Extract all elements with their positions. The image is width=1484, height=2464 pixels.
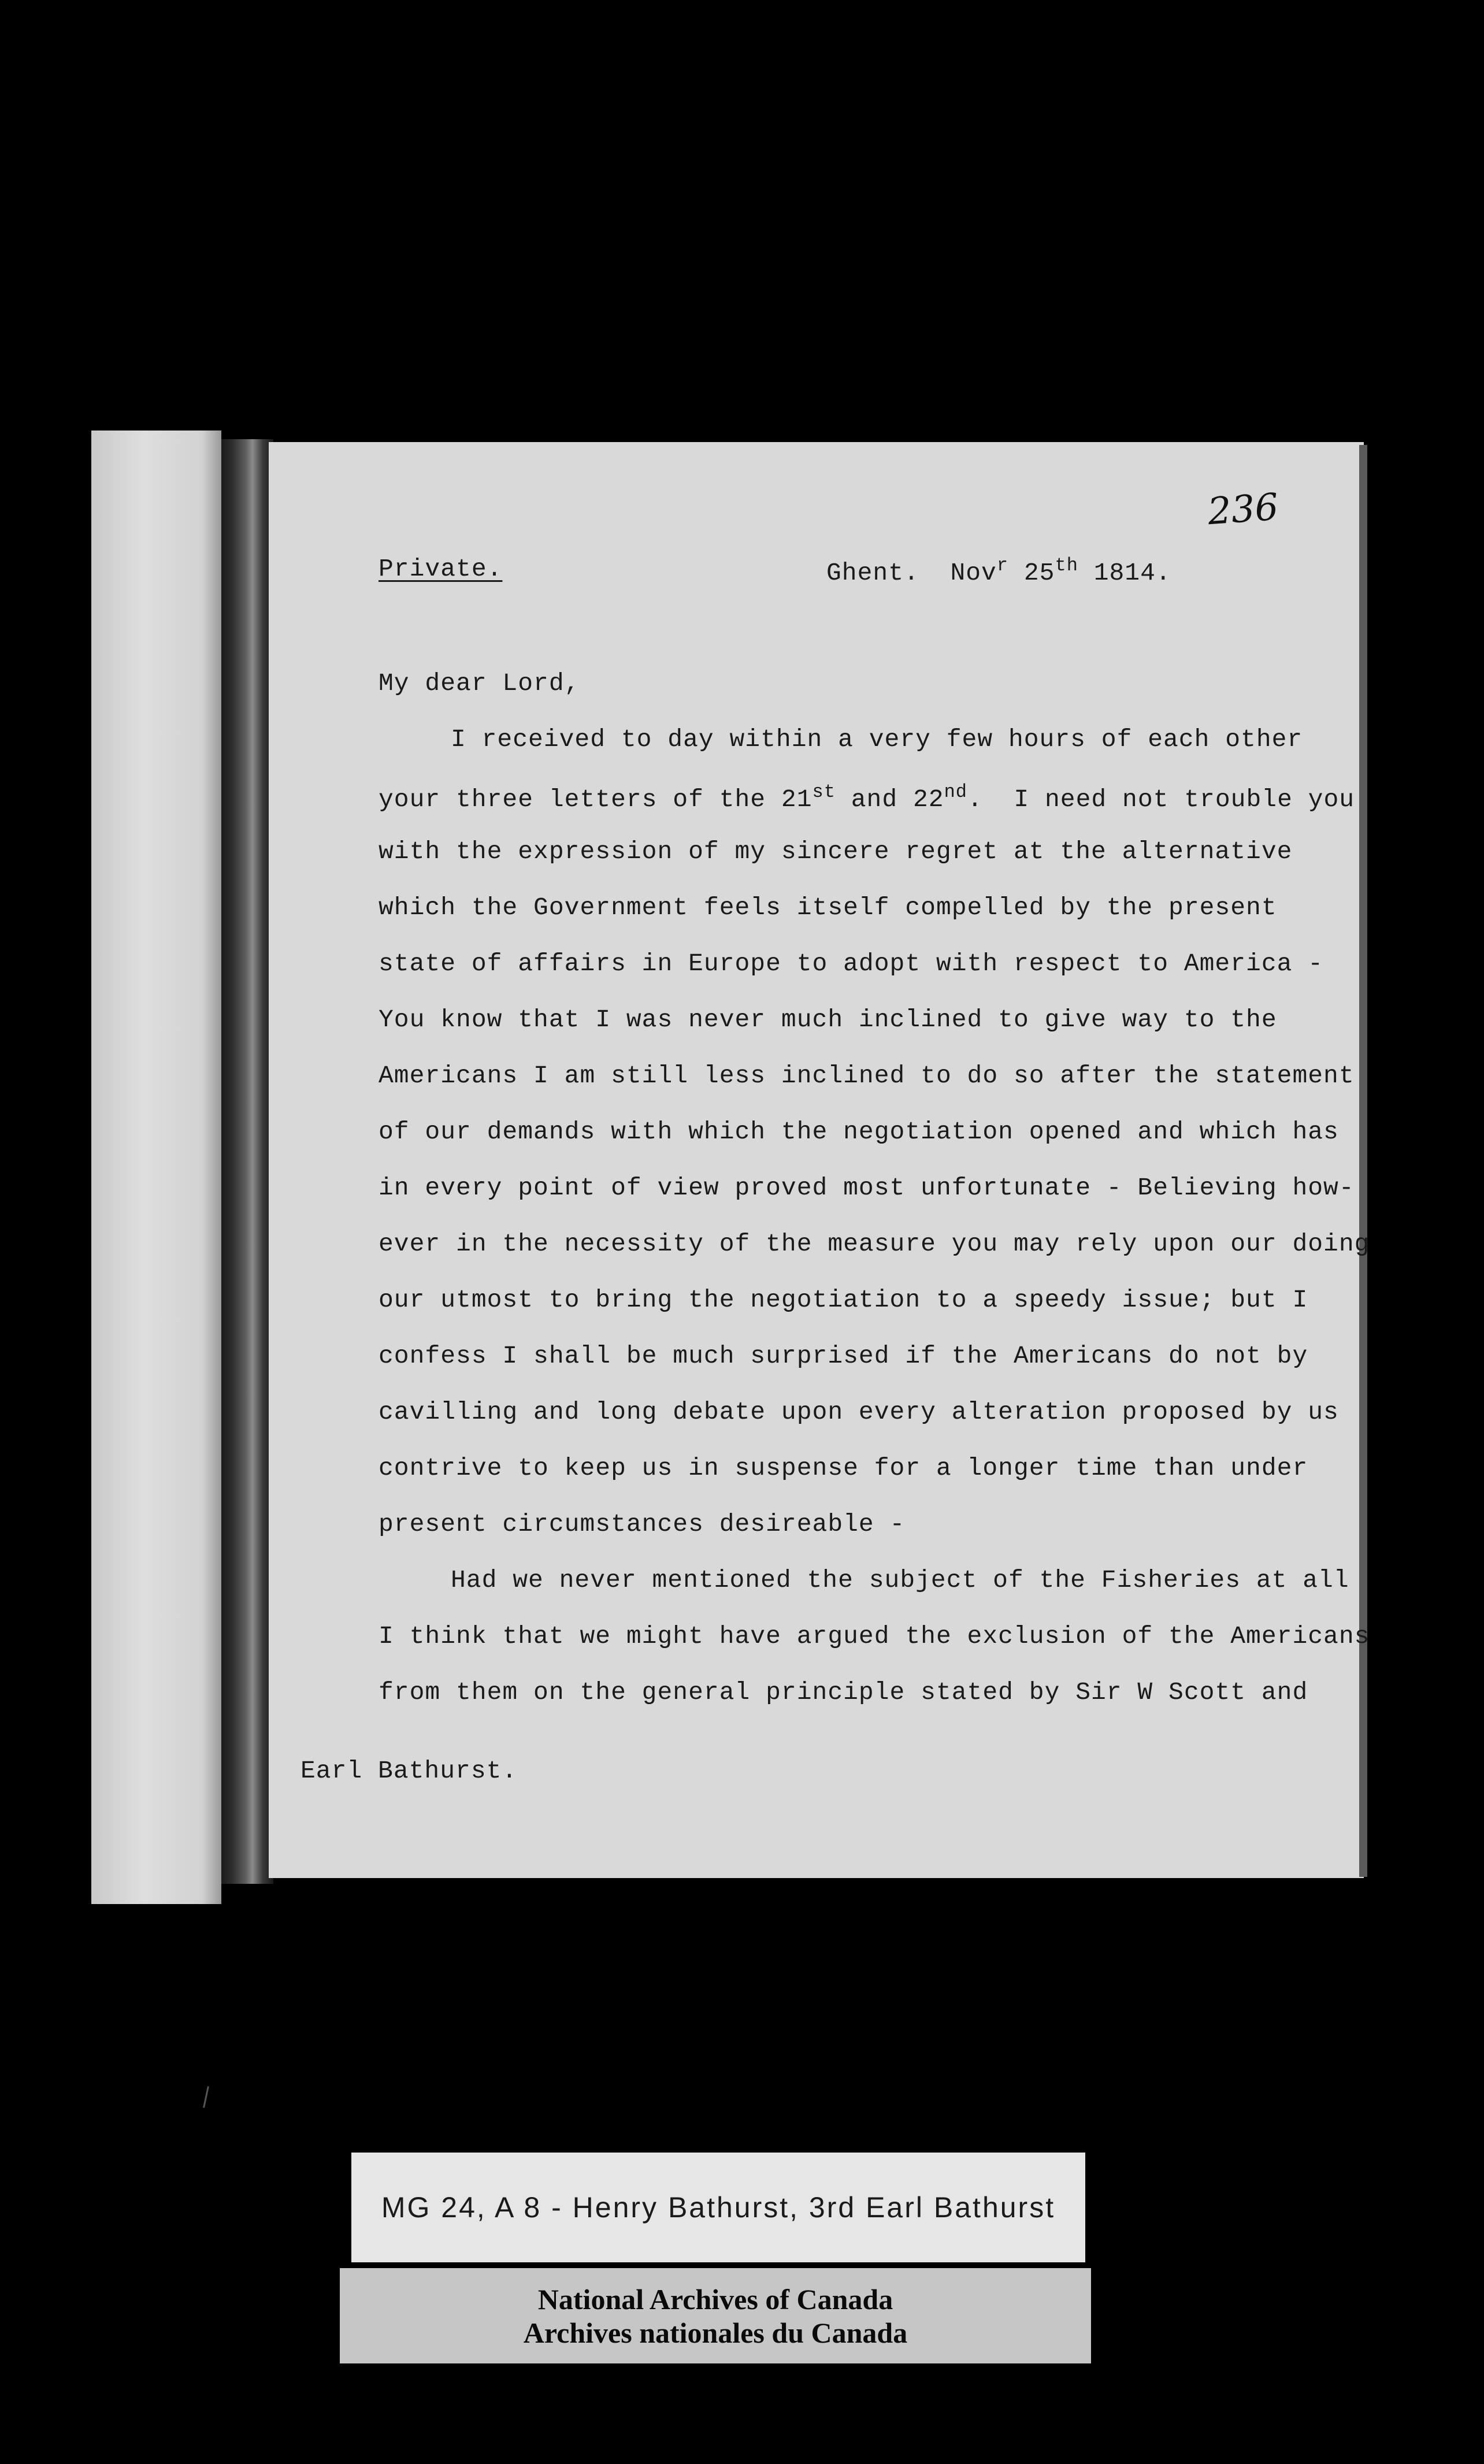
- body-line: cavilling and long debate upon every alteration proposed by us: [379, 1398, 1339, 1426]
- page-edge-shadow: [1359, 445, 1367, 1877]
- dateline-year: 1814.: [1093, 559, 1171, 587]
- binding-gutter: [221, 439, 273, 1884]
- body-line: ever in the necessity of the measure you may rely upon our doing: [379, 1230, 1370, 1258]
- salutation: My dear Lord,: [379, 669, 580, 697]
- private-marking: Private.: [379, 555, 503, 583]
- dateline-month: Nov: [950, 559, 997, 587]
- body-line: from them on the general principle stated by Sir W Scott and: [379, 1678, 1308, 1706]
- body-line-part: . I need not trouble you: [967, 785, 1355, 814]
- archive-reference-label: [351, 2153, 1085, 2262]
- letter-page: [269, 442, 1364, 1878]
- film-mark: [203, 2086, 209, 2108]
- dateline-day-sup: th: [1055, 555, 1078, 576]
- body-line: with the expression of my sincere regret at the alternative: [379, 837, 1293, 866]
- addressee: Earl Bathurst.: [300, 1757, 518, 1785]
- body-line: confess I shall be much surprised if the Americans do not by: [379, 1342, 1308, 1370]
- body-line: present circumstances desireable -: [379, 1510, 906, 1538]
- body-line-part: your three letters of the 21: [379, 785, 813, 814]
- body-line-part: and 22: [835, 785, 944, 814]
- folio-number: 236: [1206, 485, 1280, 534]
- body-line: I think that we might have argued the exclusion of the Americans: [379, 1622, 1370, 1650]
- body-line: of our demands with which the negotiation opened and which has: [379, 1118, 1339, 1146]
- body-line: You know that I was never much inclined to give way to the: [379, 1005, 1277, 1034]
- archive-name-label: [340, 2268, 1091, 2363]
- left-page-edge: [91, 431, 221, 1904]
- ordinal-sup: nd: [944, 781, 967, 803]
- dateline-day: 25: [1023, 559, 1055, 587]
- archive-name-fr: Archives nationales du Canada: [523, 2316, 908, 2349]
- body-line: Had we never mentioned the subject of the Fisheries at all: [451, 1566, 1349, 1594]
- body-line: in every point of view proved most unfortunate - Believing how-: [379, 1174, 1355, 1202]
- dateline-place: Ghent.: [826, 559, 919, 587]
- archive-name-en: National Archives of Canada: [537, 2283, 893, 2315]
- dateline: [826, 555, 1171, 587]
- body-line: state of affairs in Europe to adopt with respect to America -: [379, 949, 1324, 978]
- body-line: [379, 781, 1355, 814]
- dateline-month-sup: r: [996, 555, 1009, 576]
- body-line: our utmost to bring the negotiation to a speedy issue; but I: [379, 1286, 1308, 1314]
- body-line: Americans I am still less inclined to do so after the statement: [379, 1062, 1355, 1090]
- body-line: which the Government feels itself compelled by the present: [379, 893, 1277, 922]
- archive-reference-text: MG 24, A 8 - Henry Bathurst, 3rd Earl Bathurst: [381, 2191, 1056, 2224]
- body-line: I received to day within a very few hours of each other: [451, 725, 1303, 754]
- ordinal-sup: st: [812, 781, 836, 803]
- body-line: contrive to keep us in suspense for a longer time than under: [379, 1454, 1308, 1482]
